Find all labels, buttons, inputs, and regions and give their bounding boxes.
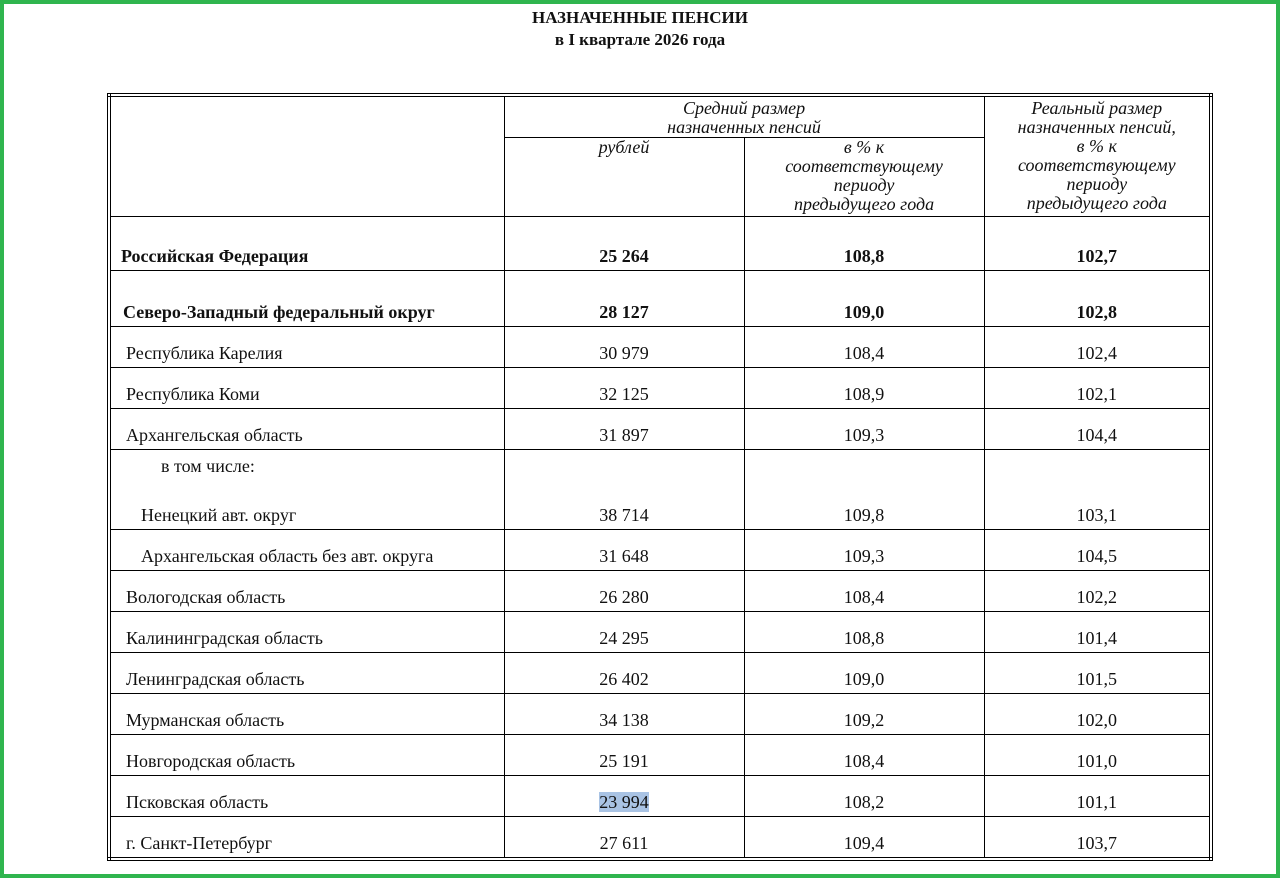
header-real-line1: Реальный размер (1031, 98, 1163, 118)
table-row-nenets (109, 450, 1211, 530)
region-name: Российская Федерация (109, 217, 504, 271)
value-real: 102,8 (984, 271, 1211, 327)
value-rub-cell (504, 776, 744, 817)
header-avg-size (504, 95, 984, 138)
value-rub: 24 295 (504, 612, 744, 653)
value-pct: 108,4 (744, 327, 984, 368)
region-name: Ленинградская область (109, 653, 504, 694)
value-real: 102,2 (984, 571, 1211, 612)
value-rub: 26 280 (504, 571, 744, 612)
value-real: 102,7 (984, 217, 1211, 271)
header-real-line3: в % к (1076, 136, 1117, 156)
value-rub: 26 402 (504, 653, 744, 694)
value-rub: 25 191 (504, 735, 744, 776)
region-name: Калининградская область (109, 612, 504, 653)
value-real: 101,0 (984, 735, 1211, 776)
table-row-szfo (109, 271, 1211, 327)
region-name: г. Санкт-Петербург (109, 817, 504, 860)
region-name: Архангельская область без авт. округа (109, 530, 504, 571)
value-real: 102,1 (984, 368, 1211, 409)
value-pct: 109,0 (744, 271, 984, 327)
header-real-line4: соответствующему (1017, 155, 1176, 175)
region-name: Вологодская область (109, 571, 504, 612)
table-row (109, 817, 1211, 860)
region-name: Новгородская область (109, 735, 504, 776)
table-row-rf (109, 217, 1211, 271)
value-real: 101,5 (984, 653, 1211, 694)
value-pct: 108,9 (744, 368, 984, 409)
value-rub: 34 138 (504, 694, 744, 735)
header-empty-cell (109, 95, 504, 217)
header-pct-line4: предыдущего года (793, 194, 935, 214)
value-rub: 38 714 (504, 450, 744, 530)
region-name: Псковская область (109, 776, 504, 817)
value-rub: 30 979 (504, 327, 744, 368)
header-avg-line2: назначенных пенсий (667, 117, 821, 137)
table-row (109, 612, 1211, 653)
region-name: Республика Коми (109, 368, 504, 409)
value-pct: 108,8 (744, 217, 984, 271)
region-name: Мурманская область (109, 694, 504, 735)
table-row (109, 735, 1211, 776)
value-pct: 109,2 (744, 694, 984, 735)
value-pct: 109,3 (744, 530, 984, 571)
header-pct-line1: в % к (843, 137, 885, 157)
value-pct: 109,8 (744, 450, 984, 530)
table-row (109, 368, 1211, 409)
value-rub: 31 648 (504, 530, 744, 571)
header-real-line6: предыдущего года (1026, 193, 1167, 213)
value-pct: 109,0 (744, 653, 984, 694)
region-name-cell (109, 450, 504, 530)
header-rub-label: рублей (598, 137, 650, 157)
value-rub: 27 611 (504, 817, 744, 860)
value-rub: 32 125 (504, 368, 744, 409)
value-real: 101,1 (984, 776, 1211, 817)
table-row (109, 571, 1211, 612)
value-pct: 108,8 (744, 612, 984, 653)
document-title: НАЗНАЧЕННЫЕ ПЕНСИИ (531, 8, 749, 27)
value-pct: 109,4 (744, 817, 984, 860)
header-pct (744, 138, 984, 217)
pensions-table (107, 93, 1213, 861)
value-real: 102,0 (984, 694, 1211, 735)
header-pct-line2: соответствующему (785, 156, 943, 176)
value-rub: 25 264 (504, 217, 744, 271)
value-real: 101,4 (984, 612, 1211, 653)
including-label: в том числе: (161, 456, 255, 476)
table-row (109, 653, 1211, 694)
value-pct: 109,3 (744, 409, 984, 450)
value-rub: 31 897 (504, 409, 744, 450)
value-pct: 108,2 (744, 776, 984, 817)
value-real: 103,7 (984, 817, 1211, 860)
value-real: 104,5 (984, 530, 1211, 571)
header-real-size (984, 95, 1211, 217)
header-rub (504, 138, 744, 217)
value-real: 102,4 (984, 327, 1211, 368)
header-pct-line3: периоду (833, 175, 895, 195)
header-avg-line1: Средний размер (682, 98, 806, 118)
table-row (109, 694, 1211, 735)
value-pct: 108,4 (744, 571, 984, 612)
header-real-line5: периоду (1066, 174, 1128, 194)
header-real-line2: назначенных пенсий, (1017, 117, 1176, 137)
value-real: 104,4 (984, 409, 1211, 450)
region-name: Северо-Западный федеральный округ (109, 271, 504, 327)
region-name: Республика Карелия (109, 327, 504, 368)
table-row (109, 327, 1211, 368)
region-name: Архангельская область (109, 409, 504, 450)
value-real: 103,1 (984, 450, 1211, 530)
table-row (109, 530, 1211, 571)
value-pct: 108,4 (744, 735, 984, 776)
table-row (109, 409, 1211, 450)
selected-text[interactable]: 23 994 (599, 792, 649, 812)
table-row (109, 776, 1211, 817)
document-subtitle: в I квартале 2026 года (554, 30, 726, 49)
value-rub: 28 127 (504, 271, 744, 327)
region-name: Ненецкий авт. округ (141, 505, 297, 525)
